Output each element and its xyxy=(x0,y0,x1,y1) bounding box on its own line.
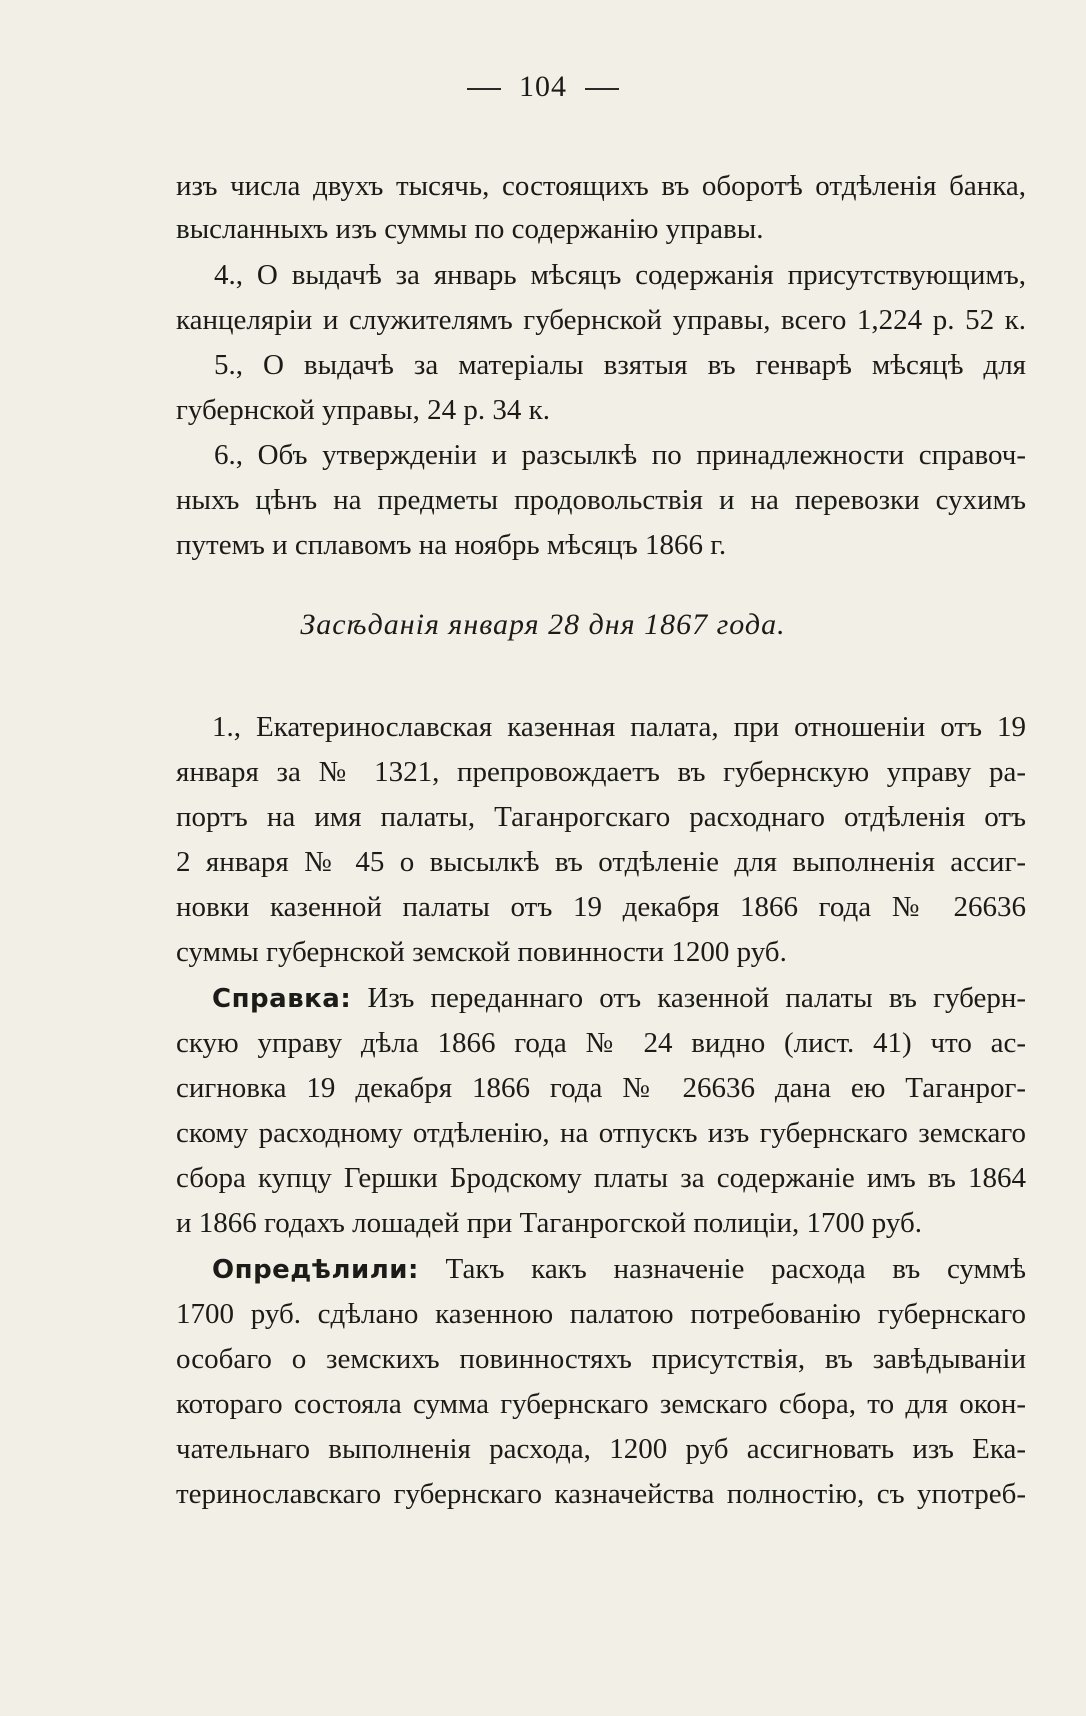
text-line: 1700 руб. сдѣлано казенною палатою потребованію губернскаго xyxy=(176,1298,1026,1330)
text-line: чательнаго выполненія расхода, 1200 руб ассигновать изъ Ека- xyxy=(176,1433,1026,1465)
text-line: скую управу дѣла 1866 года № 24 видно (лист. 41) что ас- xyxy=(176,1027,1026,1059)
page-number: 104 xyxy=(519,70,567,103)
text-line: и 1866 годахъ лошадей при Таганрогской полиціи, 1700 руб. xyxy=(176,1207,922,1239)
text-line: изъ числа двухъ тысячь, состоящихъ въ оборотѣ отдѣленія банка, xyxy=(176,170,1026,202)
opredelili-first-line xyxy=(212,1249,1026,1289)
text-line: скому расходному отдѣленію, на отпускъ изъ губернскаго земскаго xyxy=(176,1117,1026,1149)
text-line: высланныхъ изъ суммы по содержанію управы. xyxy=(176,213,764,245)
text-line: канцеляріи и служителямъ губернской управы, всего 1,224 р. 52 к. xyxy=(176,304,1026,336)
list-item-4: 4., О выдачѣ за январь мѣсяцъ содержанія присутствующимъ, xyxy=(214,259,1026,291)
list-item-6: 6., Объ утвержденіи и разсылкѣ по принадлежности справоч- xyxy=(214,439,1026,471)
text-line: января за № 1321, препровождаетъ въ губернскую управу ра- xyxy=(176,756,1026,788)
page-header xyxy=(0,70,1086,104)
section-heading: Засѣданія января 28 дня 1867 года. xyxy=(300,608,786,641)
list-item-5: 5., О выдачѣ за матеріалы взятыя въ генварѣ мѣсяцѣ для xyxy=(214,349,1026,381)
text-line: сбора купцу Гершки Бродскому платы за содержаніе имъ въ 1864 xyxy=(176,1162,1026,1194)
text-line: губернской управы, 24 р. 34 к. xyxy=(176,394,550,426)
list-item-1: 1., Екатеринославская казенная палата, при отношеніи отъ 19 xyxy=(212,711,1026,743)
text-line: котораго состояла сумма губернскаго земскаго сбора, то для окон- xyxy=(176,1388,1026,1420)
text-line: сигновка 19 декабря 1866 года № 26636 дана ею Таганрог- xyxy=(176,1072,1026,1104)
opredelili-label: Опредѣлили: xyxy=(212,1255,419,1285)
text-line: ныхъ цѣнъ на предметы продовольствія и на перевозки сухимъ xyxy=(176,484,1026,516)
spravka-text: Изъ переданнаго отъ казенной палаты въ губерн- xyxy=(367,982,1026,1014)
spravka-first-line xyxy=(212,978,1026,1018)
header-dash-right xyxy=(585,88,619,90)
opredelili-text: Такъ какъ назначеніе расхода въ суммѣ xyxy=(445,1253,1026,1285)
spravka-label: Справка: xyxy=(212,984,352,1014)
text-line: теринославскаго губернскаго казначейства полностію, съ употреб- xyxy=(176,1478,1026,1510)
text-line: особаго о земскихъ повинностяхъ присутствія, въ завѣдываніи xyxy=(176,1343,1026,1375)
text-line: суммы губернской земской повинности 1200 руб. xyxy=(176,936,787,968)
text-line: путемъ и сплавомъ на ноябрь мѣсяцъ 1866 г. xyxy=(176,529,727,561)
text-line: портъ на имя палаты, Таганрогскаго расходнаго отдѣленія отъ xyxy=(176,801,1026,833)
text-line: новки казенной палаты отъ 19 декабря 1866 года № 26636 xyxy=(176,891,1026,923)
text-line: 2 января № 45 о высылкѣ въ отдѣленіе для выполненія ассиг- xyxy=(176,846,1026,878)
header-dash-left xyxy=(467,88,501,90)
